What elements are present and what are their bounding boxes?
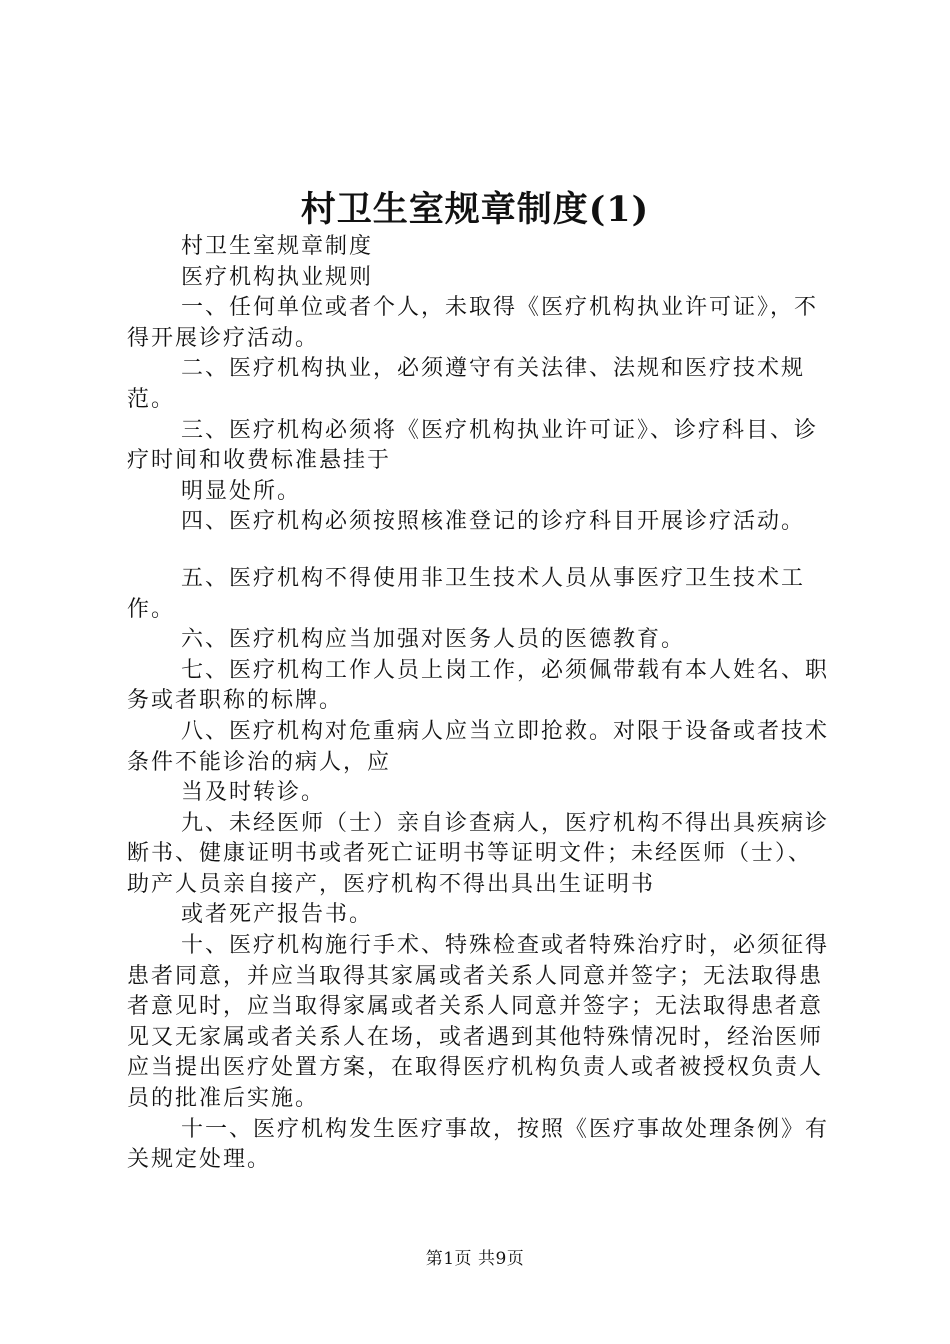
paragraph-rule-10: 十、医疗机构施行手术、特殊检查或者特殊治疗时，必须征得患者同意，并应当取得其家属或者关系人同意并签字；无法取得患者意见时，应当取得家属或者关系人同意并签字；无法取得患者意见又无家属或者关系人在场，或者遇到其他特殊情况时，经治医师应当提出医疗处置方案，在取得医疗机构负责人或者被授权负责人员的批准后实施。 (127, 933, 830, 1112)
document-title: 村卫生室规章制度(1) (300, 189, 650, 230)
paragraph-rule-7: 七、医疗机构工作人员上岗工作，必须佩带载有本人姓名、职务或者职称的标牌。 (127, 657, 830, 714)
paragraph-rule-11: 十一、医疗机构发生医疗事故，按照《医疗事故处理条例》有关规定处理。 (127, 1116, 830, 1173)
page-footer: 第1页 共9页 (425, 1249, 525, 1269)
paragraph-rule-3: 三、医疗机构必须将《医疗机构执业许可证》、诊疗科目、诊疗时间和收费标准悬挂于 (127, 417, 819, 474)
paragraph-rule-1: 一、任何单位或者个人，未取得《医疗机构执业许可证》，不得开展诊疗活动。 (127, 295, 819, 351)
paragraph-heading-1: 村卫生室规章制度 (181, 234, 374, 259)
paragraph-rule-9: 九、未经医师（士）亲自诊查病人，医疗机构不得出具疾病诊断书、健康证明书或者死亡证明书等证明文件；未经医师（士）、助产人员亲自接产，医疗机构不得出具出生证明书 (127, 810, 830, 897)
paragraph-spacer (127, 538, 832, 564)
paragraph-rule-9-continuation: 或者死产报告书。 (181, 902, 374, 928)
paragraph-rule-5: 五、医疗机构不得使用非卫生技术人员从事医疗卫生技术工作。 (127, 565, 806, 622)
paragraph-rule-3-continuation: 明显处所。 (181, 478, 302, 504)
paragraph-rule-2: 二、医疗机构执业，必须遵守有关法律、法规和医疗技术规范。 (127, 356, 806, 412)
paragraph-rule-4: 四、医疗机构必须按照核准登记的诊疗科目开展诊疗活动。 (181, 509, 806, 535)
paragraph-rule-6: 六、医疗机构应当加强对医务人员的医德教育。 (181, 627, 686, 653)
document-body (127, 232, 832, 1176)
paragraph-rule-8-continuation: 当及时转诊。 (181, 780, 326, 806)
paragraph-heading-2: 医疗机构执业规则 (181, 264, 374, 290)
paragraph-rule-8: 八、医疗机构对危重病人应当立即抢救。对限于设备或者技术条件不能诊治的病人，应 (127, 718, 830, 775)
